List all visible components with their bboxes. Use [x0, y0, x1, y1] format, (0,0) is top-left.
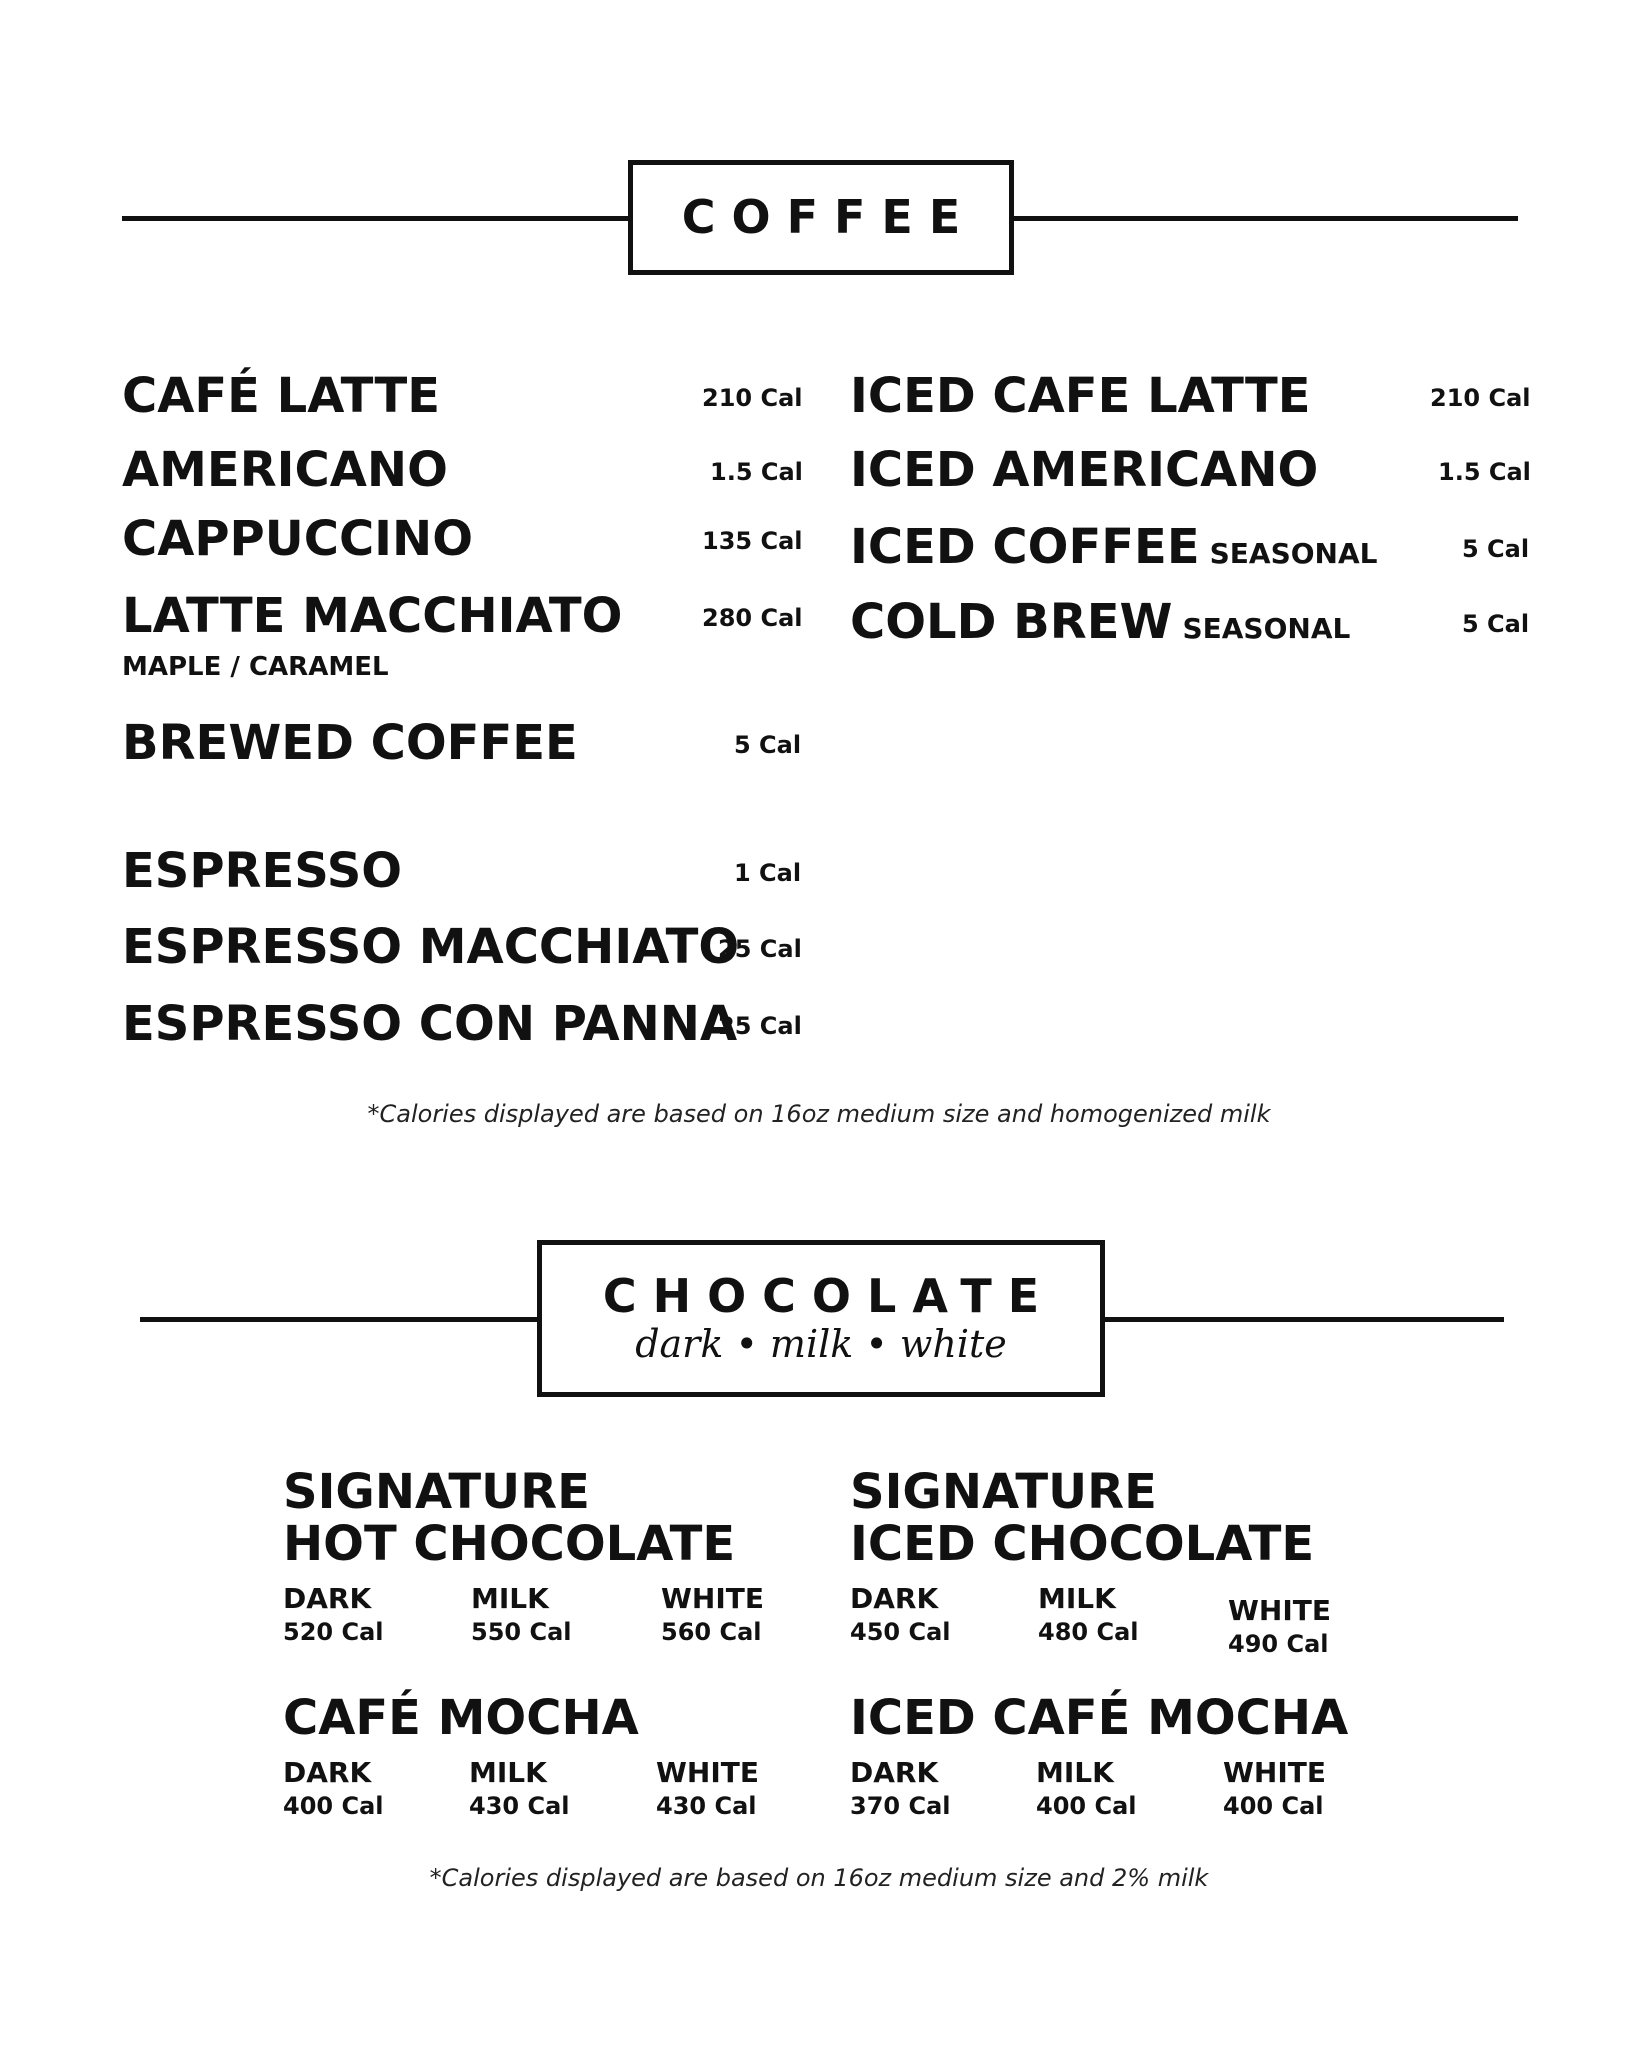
item-name: ICED AMERICANO [850, 442, 1319, 498]
option-label: MILK [469, 1756, 547, 1789]
option-dark [283, 1758, 453, 1819]
chocolate-item-cafe-mocha [283, 1692, 783, 1838]
coffee-header-box [628, 160, 1014, 275]
option-calories: 550 Cal [471, 1617, 572, 1646]
option-list [850, 1758, 1350, 1838]
option-calories: 400 Cal [1223, 1791, 1324, 1820]
coffee-section-title: COFFEE [681, 190, 977, 245]
chocolate-rule-left [140, 1317, 540, 1322]
option-calories: 490 Cal [1228, 1629, 1329, 1658]
coffee-calorie-note: *Calories displayed are based on 16oz medium size and homogenized milk [367, 1100, 1271, 1128]
option-milk [471, 1584, 641, 1645]
option-white [1223, 1758, 1393, 1819]
item-name: LATTE MACCHIATO [122, 588, 623, 644]
option-label: MILK [1036, 1756, 1114, 1789]
option-calories: 480 Cal [1038, 1617, 1139, 1646]
option-label: DARK [850, 1582, 939, 1615]
item-name: CAPPUCCINO [122, 511, 473, 567]
chocolate-header-box [537, 1240, 1105, 1397]
option-calories: 370 Cal [850, 1791, 951, 1820]
coffee-rule-right [1010, 216, 1518, 221]
option-calories: 520 Cal [283, 1617, 384, 1646]
option-label: WHITE [656, 1756, 759, 1789]
option-white [661, 1584, 831, 1645]
option-dark [850, 1584, 1020, 1645]
item-name-text: COLD BREW [850, 594, 1173, 650]
item-calories: 1.5 Cal [1438, 458, 1531, 486]
option-list [283, 1758, 783, 1838]
item-calories: 25 Cal [718, 935, 802, 963]
option-list [850, 1584, 1350, 1664]
item-name: BREWED COFFEE [122, 715, 578, 771]
option-calories: 400 Cal [283, 1791, 384, 1820]
item-name-line1: SIGNATURE [283, 1464, 590, 1520]
item-name: ICED CAFE LATTE [850, 368, 1311, 424]
item-name-line2: ICED CHOCOLATE [850, 1516, 1315, 1572]
option-list [283, 1584, 783, 1664]
chocolate-section-title: CHOCOLATE [602, 1269, 1056, 1324]
item-name: AMERICANO [122, 442, 448, 498]
chocolate-section-subtitle: dark • milk • white [635, 1321, 1007, 1366]
chocolate-calorie-note: *Calories displayed are based on 16oz medium size and 2% milk [429, 1864, 1209, 1892]
item-calories: 1.5 Cal [710, 458, 803, 486]
chocolate-rule-right [1100, 1317, 1504, 1322]
option-dark [850, 1758, 1020, 1819]
item-name: CAFÉ MOCHA [283, 1690, 639, 1746]
item-name-line2: HOT CHOCOLATE [283, 1516, 736, 1572]
option-label: MILK [1038, 1582, 1116, 1615]
item-name: CAFÉ LATTE [122, 368, 441, 424]
option-label: DARK [283, 1756, 372, 1789]
coffee-rule-left [122, 216, 632, 221]
option-milk [469, 1758, 639, 1819]
option-milk [1036, 1758, 1206, 1819]
option-calories: 430 Cal [656, 1791, 757, 1820]
item-calories: 5 Cal [1462, 535, 1530, 563]
item-calories: 135 Cal [702, 527, 803, 555]
seasonal-tag: SEASONAL [1182, 612, 1351, 645]
seasonal-tag: SEASONAL [1209, 537, 1378, 570]
option-calories: 560 Cal [661, 1617, 762, 1646]
item-name: ESPRESSO CON PANNA [122, 996, 738, 1052]
option-label: DARK [850, 1756, 939, 1789]
chocolate-item-signature-iced [850, 1466, 1350, 1664]
option-label: MILK [471, 1582, 549, 1615]
option-dark [283, 1584, 453, 1645]
item-name: ESPRESSO [122, 843, 403, 899]
chocolate-item-signature-hot [283, 1466, 783, 1664]
item-name: ICED CAFÉ MOCHA [850, 1690, 1349, 1746]
option-calories: 400 Cal [1036, 1791, 1137, 1820]
item-name [850, 519, 1378, 575]
item-name-line1: SIGNATURE [850, 1464, 1157, 1520]
item-name: ESPRESSO MACCHIATO [122, 919, 740, 975]
option-calories: 450 Cal [850, 1617, 951, 1646]
item-calories: 280 Cal [702, 604, 803, 632]
item-calories: 5 Cal [734, 731, 802, 759]
item-name [850, 594, 1351, 650]
option-milk [1038, 1584, 1208, 1645]
item-calories: 210 Cal [702, 384, 803, 412]
item-flavors: MAPLE / CARAMEL [122, 652, 389, 682]
option-label: WHITE [1228, 1594, 1331, 1627]
option-label: DARK [283, 1582, 372, 1615]
item-calories: 210 Cal [1430, 384, 1531, 412]
item-calories: 5 Cal [1462, 610, 1530, 638]
option-white [656, 1758, 826, 1819]
chocolate-item-iced-cafe-mocha [850, 1692, 1350, 1838]
option-label: WHITE [1223, 1756, 1326, 1789]
option-calories: 430 Cal [469, 1791, 570, 1820]
item-calories: 1 Cal [734, 859, 802, 887]
option-label: WHITE [661, 1582, 764, 1615]
item-calories: 25 Cal [718, 1012, 802, 1040]
item-name-text: ICED COFFEE [850, 519, 1200, 575]
option-white [1228, 1596, 1398, 1657]
